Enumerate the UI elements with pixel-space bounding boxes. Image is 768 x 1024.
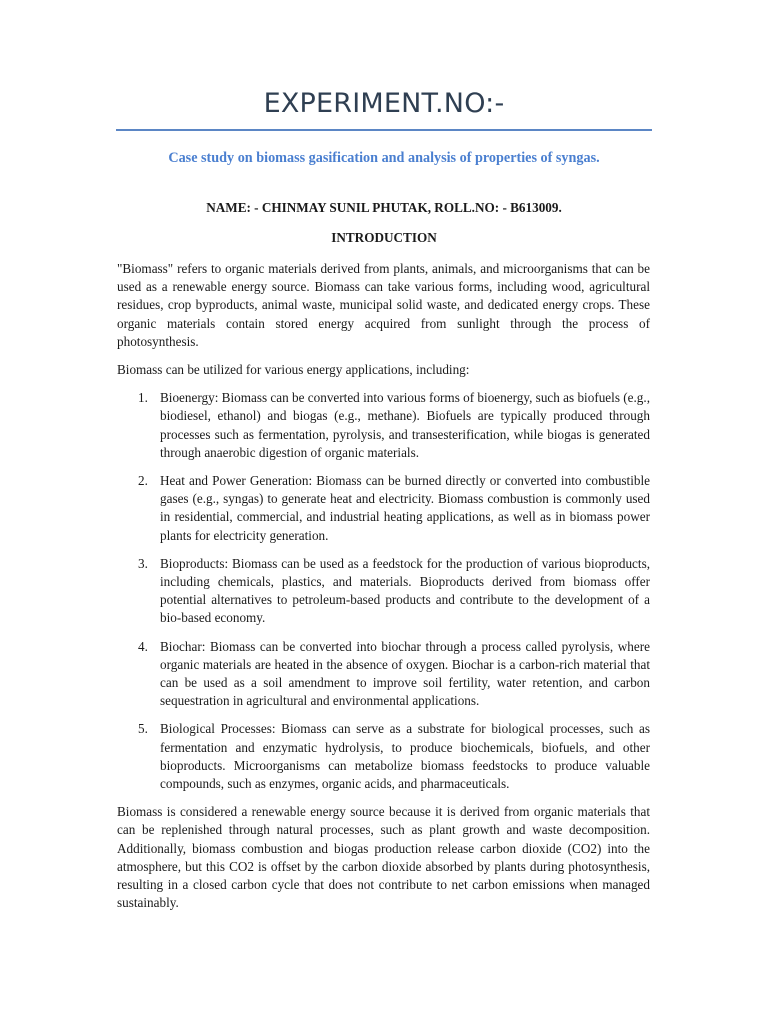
title-underline-rule [116, 129, 652, 131]
list-item-text: Heat and Power Generation: Biomass can be burned directly or converted into combustible gases (e.g., syngas) to generate heat and electricity. Biomass combustion is commonly used in residential, commercial, and industrial heating applications, as well as in biomass power plants for electricity generation. [160, 473, 650, 543]
list-item-text: Bioproducts: Biomass can be used as a feedstock for the production of various bioproducts, including chemicals, plastics, and materials. Bioproducts derived from biomass offer potential alternatives to petroleum-based products and contribute to the development of a bio-based economy. [160, 555, 650, 626]
introduction-heading: INTRODUCTION [331, 230, 437, 245]
list-item [117, 638, 650, 711]
list-item-text: Biochar: Biomass can be converted into biochar through a process called pyrolysis, where organic materials are heated in the absence of oxygen. Biochar is a carbon-rich material that can be used as a soil amendment to improve soil fertility, water retention, and carbon sequestration in agricultural and environmental applications. [160, 638, 650, 709]
closing-paragraph: Biomass is considered a renewable energy source because it is derived from organic materials that can be replenished through natural processes, such as plant growth and waste decomposition. Additionally, biomass combustion and biogas production release carbon dioxide (CO2) into the atmosphere, but this CO2 is offset by the carbon dioxide absorbed by plants during photosynthesis, resulting in a closed carbon cycle that does not contribute to net carbon emissions when managed sustainably. [117, 804, 650, 911]
applications-list [117, 389, 650, 793]
list-item-number: 2. [138, 473, 148, 489]
list-item [117, 389, 650, 462]
list-intro-paragraph: Biomass can be utilized for various energy applications, including: [117, 362, 470, 378]
list-item-number: 1. [138, 390, 148, 406]
page-title: EXPERIMENT.NO:- [263, 88, 505, 119]
list-item [117, 472, 650, 545]
list-item-number: 5. [138, 721, 148, 737]
document-body [117, 260, 650, 923]
list-item-number: 4. [138, 638, 148, 654]
list-item-text: Bioenergy: Biomass can be converted into various forms of bioenergy, such as biofuels (e.g., biodiesel, ethanol) and biogas (e.g., methane). Biofuels are typically produced through processes such as fermentation, pyrolysis, and transesterification, while biogas is generated through anaerobic digestion of organic materials. [160, 390, 650, 460]
list-item [117, 555, 650, 628]
student-name-line: NAME: - CHINMAY SUNIL PHUTAK, ROLL.NO: - B613009. [206, 200, 562, 215]
intro-paragraph: "Biomass" refers to organic materials derived from plants, animals, and microorganisms that can be used as a renewable energy source. Biomass can take various forms, including wood, agricultural residues, crop byproducts, animal waste, municipal solid waste, and dedicated energy crops. These organic materials contain stored energy acquired from sunlight through the process of photosynthesis. [117, 261, 650, 349]
experiment-subtitle: Case study on biomass gasification and analysis of properties of syngas. [168, 150, 600, 166]
list-item [117, 720, 650, 793]
list-item-number: 3. [138, 555, 148, 571]
list-item-text: Biological Processes: Biomass can serve as a substrate for biological processes, such as fermentation and enzymatic hydrolysis, to produce biochemicals, biofuels, and other bioproducts. Microorganisms can metabolize biomass feedstocks to produce valuable compounds, such as enzymes, organic acids, and pharmaceuticals. [160, 721, 650, 792]
